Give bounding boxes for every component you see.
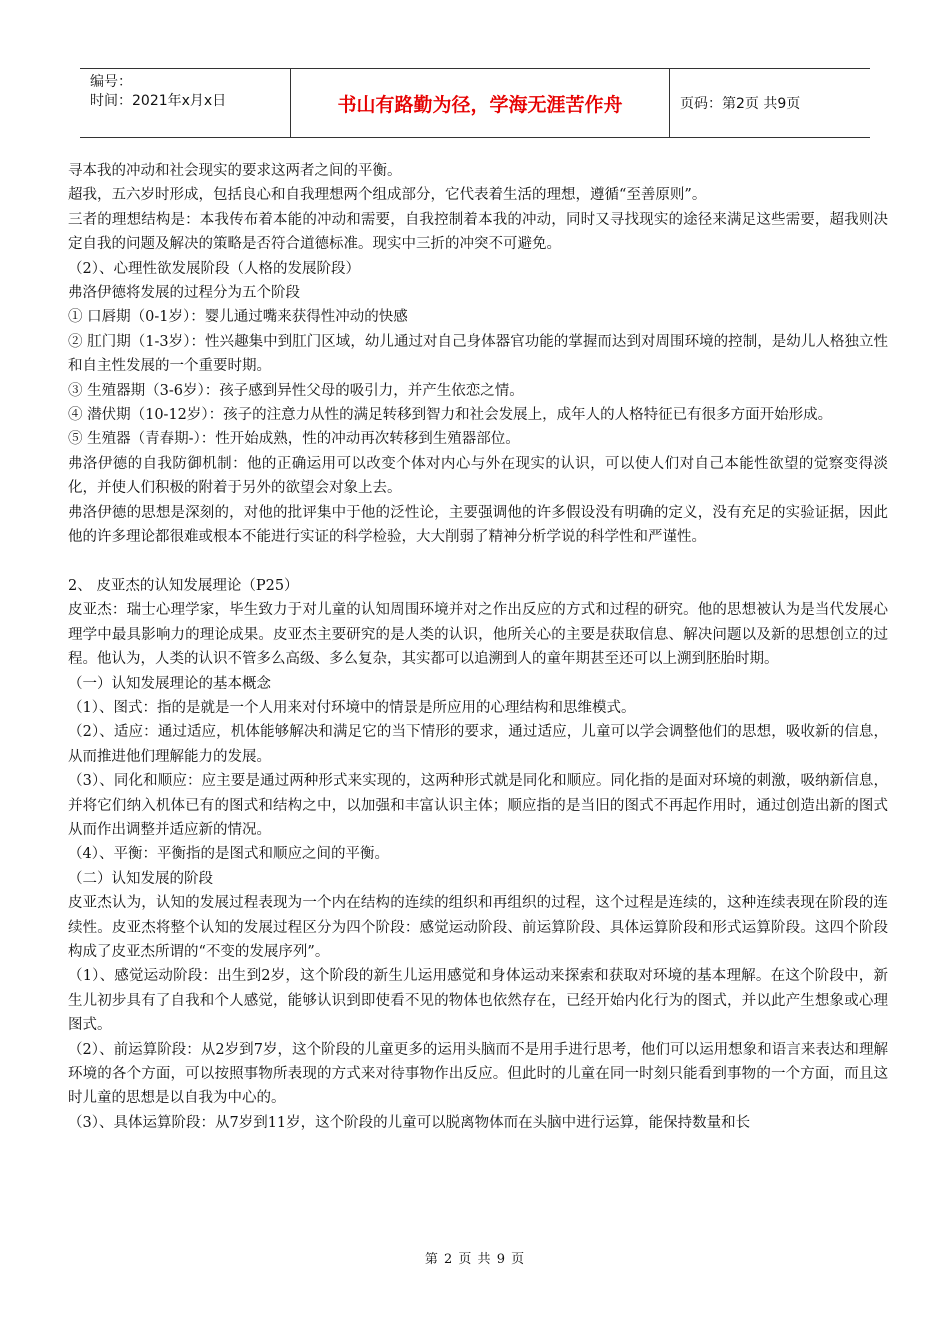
document-time-label: 时间：2021年x月x日 bbox=[90, 93, 227, 109]
body-paragraph: （2）、前运算阶段：从2岁到7岁，这个阶段的儿童更多的运用头脑而不是用手进行思考，他们可以运用想象和语言来表达和理解环境的各个方面，可以按照事物所表现的方式来对待事物作出反应。但此时的儿童在同一时刻只能看到事物的一个方面，而且这时儿童的思想是以自我为中心的。 bbox=[68, 1041, 888, 1107]
body-paragraph: ① 口唇期（0-1岁）：婴儿通过嘴来获得性冲动的快感 bbox=[68, 309, 408, 326]
body-paragraph: 弗洛伊德的自我防御机制：他的正确运用可以改变个体对内心与外在现实的认识，可以使人们对自己本能性欲望的觉察变得淡化，并使人们积极的附着于另外的欲望会对象上去。 bbox=[68, 455, 888, 497]
body-paragraph: ② 肛门期（1-3岁）：性兴趣集中到肛门区域，幼儿通过对自己身体器官功能的掌握而达到对周围环境的控制，是幼儿人格独立性和自主性发展的一个重要时期。 bbox=[68, 333, 888, 375]
body-paragraph: （1）、图式：指的是就是一个人用来对付环境中的情景是所应用的心理结构和思维模式。 bbox=[68, 699, 636, 716]
header-motto: 书山有路勤为径，学海无涯苦作舟 bbox=[290, 69, 670, 137]
body-paragraph: （1）、感觉运动阶段：出生到2岁，这个阶段的新生儿运用感觉和身体运动来探索和获取对环境的基本理解。在这个阶段中，新生儿初步具有了自我和个人感觉，能够认识到即使看不见的物体也依然存在，已经开始内化行为的图式，并以此产生想象或心理图式。 bbox=[68, 968, 888, 1034]
body-paragraph: 弗洛伊德的思想是深刻的，对他的批评集中于他的泛性论，主要强调他的许多假设没有明确的定义，没有充足的实验证据，因此他的许多理论都很难或根本不能进行实证的科学检验，大大削弱了精神分析学说的科学性和严谨性。 bbox=[68, 504, 888, 546]
body-paragraph: （3）、同化和顺应：应主要是通过两种形式来实现的，这两种形式就是同化和顺应。同化指的是面对环境的刺激，吸纳新信息，并将它们纳入机体已有的图式和结构之中，以加强和丰富认识主体；顺应指的是当旧的图式不再起作用时，通过创造出新的图式从而作出调整并适应新的情况。 bbox=[68, 773, 888, 838]
body-paragraph: （2）、心理性欲发展阶段（人格的发展阶段） bbox=[68, 260, 360, 277]
body-paragraph: 2、 皮亚杰的认知发展理论（P25） bbox=[68, 577, 299, 594]
body-paragraph: ③ 生殖器期（3-6岁）：孩子感到异性父母的吸引力，并产生依恋之情。 bbox=[68, 382, 524, 399]
document-code-label: 编号： bbox=[90, 74, 132, 90]
page-footer: 第 2 页 共 9 页 bbox=[424, 1252, 526, 1267]
body-paragraph: 弗洛伊德将发展的过程分为五个阶段 bbox=[68, 285, 300, 302]
body-paragraph: （一）认知发展理论的基本概念 bbox=[68, 675, 271, 692]
body-paragraph: 皮亚杰：瑞士心理学家，毕生致力于对儿童的认知周围环境并对之作出反应的方式和过程的研究。他的思想被认为是当代发展心理学中最具影响力的理论成果。皮亚杰主要研究的是人类的认识，他所关心的主要是获取信息、解决问题以及新的思想创立的过程。他认为，人类的认识不管多么高级、多么复杂，其实都可以追溯到人的童年期甚至还可以上溯到胚胎时期。 bbox=[68, 602, 888, 668]
body-paragraph: 皮亚杰认为，认知的发展过程表现为一个内在结构的连续的组织和再组织的过程，这个过程是连续的，这种连续表现在阶段的连续性。皮亚杰将整个认知的发展过程区分为四个阶段：感觉运动阶段、前运算阶段、具体运算阶段和形式运算阶段。这四个阶段构成了皮亚杰所谓的“不变的发展序列”。 bbox=[68, 895, 888, 960]
body-paragraph bbox=[68, 550, 888, 574]
body-paragraph: （2）、适应：通过适应，机体能够解决和满足它的当下情形的要求，通过适应，儿童可以学会调整他们的思想，吸收新的信息，从而推进他们理解能力的发展。 bbox=[68, 724, 888, 765]
header-info bbox=[80, 69, 290, 137]
body-paragraph: 三者的理想结构是：本我传布着本能的冲动和需要，自我控制着本我的冲动，同时又寻找现实的途径来满足这些需要，超我则决定自我的问题及解决的策略是否符合道德标准。现实中三折的冲突不可避免。 bbox=[68, 211, 888, 253]
body-paragraph: 超我，五六岁时形成，包括良心和自我理想两个组成部分，它代表着生活的理想，遵循“至善原则”。 bbox=[68, 187, 707, 204]
header-page-number: 页码：第2页 共9页 bbox=[680, 96, 801, 112]
body-paragraph: （二）认知发展的阶段 bbox=[68, 870, 213, 887]
body-paragraph: ④ 潜伏期（10-12岁）：孩子的注意力从性的满足转移到智力和社会发展上，成年人的人格特征已有很多方面开始形成。 bbox=[68, 407, 833, 424]
body-paragraph: （4）、平衡：平衡指的是图式和顺应之间的平衡。 bbox=[68, 846, 389, 863]
document-body bbox=[68, 159, 888, 1135]
page-header bbox=[80, 68, 870, 138]
body-paragraph: ⑤ 生殖器（青春期-）：性开始成熟，性的冲动再次转移到生殖器部位。 bbox=[68, 431, 520, 448]
body-paragraph: （3）、具体运算阶段：从7岁到11岁，这个阶段的儿童可以脱离物体而在头脑中进行运算，能保持数量和长 bbox=[68, 1114, 751, 1131]
body-paragraph: 寻本我的冲动和社会现实的要求这两者之间的平衡。 bbox=[68, 163, 402, 179]
